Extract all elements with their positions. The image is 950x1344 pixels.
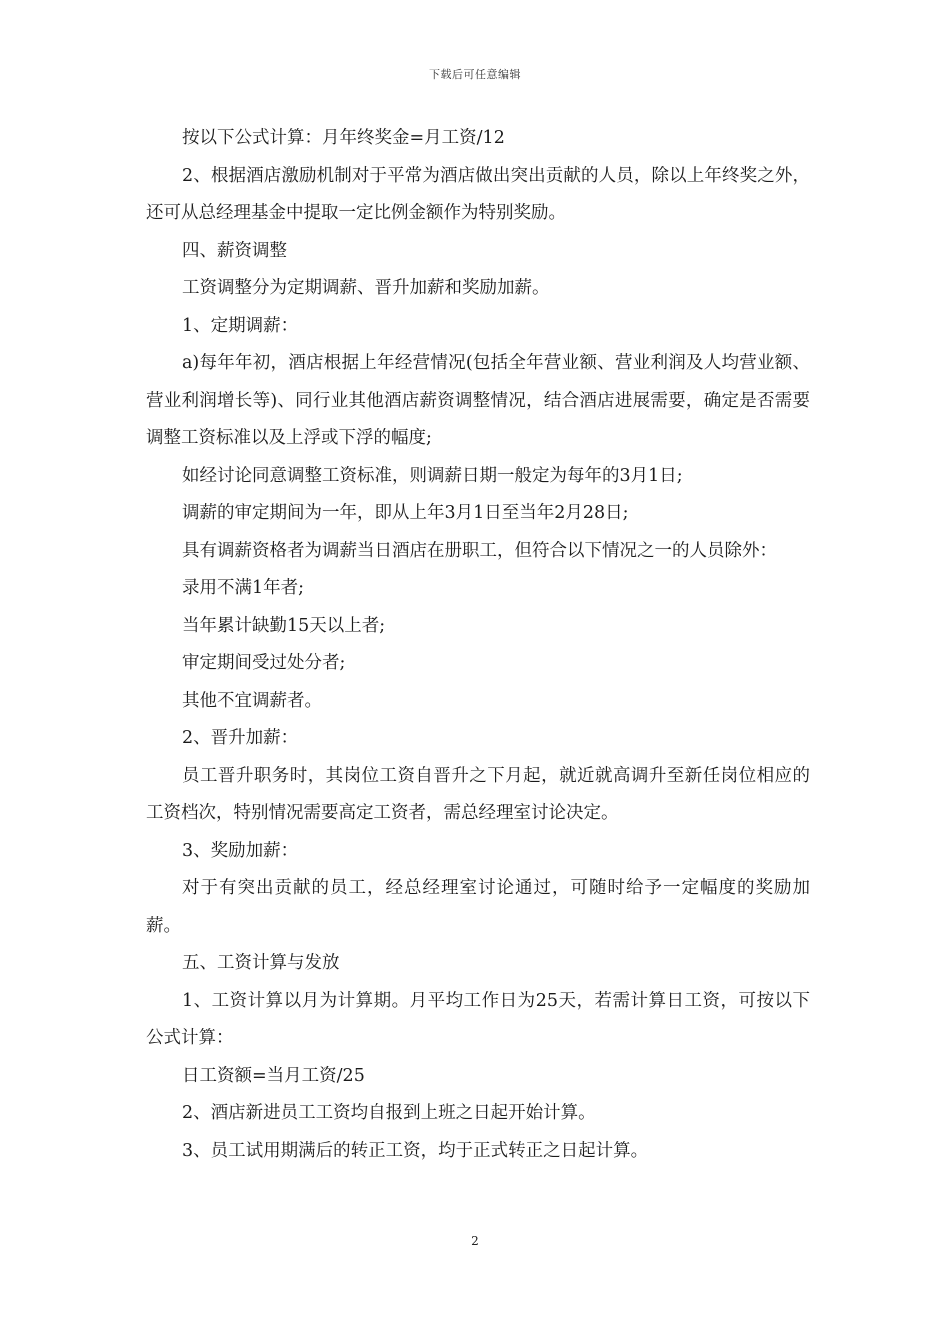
paragraph-eligibility: 具有调薪资格者为调薪当日酒店在册职工，但符合以下情况之一的人员除外： (182, 540, 777, 561)
paragraph-daily-wage-formula: 日工资额=当月工资/25 (182, 1065, 365, 1086)
page-header: 下载后可任意编辑 (429, 68, 521, 81)
page-number: 2 (471, 1234, 479, 1248)
list-item-exclusion-4: 其他不宜调薪者。 (182, 690, 322, 711)
paragraph-probation-pay: 3、员工试用期满后的转正工资，均于正式转正之日起计算。 (182, 1140, 649, 1161)
paragraph-pay-period: 1、工资计算以月为计算期。月平均工作日为25天，若需计算日工资，可按以下公式计算： (146, 990, 810, 1048)
paragraph-special-reward: 2、根据酒店激励机制对于平常为酒店做出突出贡献的人员，除以上年终奖之外，还可从总经理基金中提取一定比例金额作为特别奖励。 (146, 165, 810, 223)
paragraph-reward-raise: 对于有突出贡献的员工，经总经理室讨论通过，可随时给予一定幅度的奖励加薪。 (146, 878, 810, 936)
paragraph-adjustment-date: 如经讨论同意调整工资标准，则调薪日期一般定为每年的3月1日; (182, 465, 683, 486)
paragraph-annual-review: a)每年年初，酒店根据上年经营情况(包括全年营业额、营业利润及人均营业额、营业利润增长等)、同行业其他酒店薪资调整情况，结合酒店进展需要，确定是否需要调整工资标准以及上浮或下浮的幅度; (146, 353, 810, 448)
paragraph-new-hire-pay: 2、酒店新进员工工资均自报到上班之日起开始计算。 (182, 1103, 596, 1123)
paragraph-review-period: 调薪的审定期间为一年，即从上年3月1日至当年2月28日; (182, 503, 629, 523)
document-body (146, 120, 810, 1170)
paragraph-promotion-raise: 员工晋升职务时，其岗位工资自晋升之下月起，就近就高调升至新任岗位相应的工资档次，特别情况需要高定工资者，需总经理室讨论决定。 (146, 765, 810, 823)
section-heading-salary-adjustment: 四、薪资调整 (182, 240, 287, 261)
subheading-periodic-adjustment: 1、定期调薪： (182, 315, 299, 336)
subheading-reward-raise: 3、奖励加薪： (182, 840, 299, 861)
subheading-promotion-raise: 2、晋升加薪： (182, 728, 299, 748)
section-heading-payroll: 五、工资计算与发放 (182, 953, 340, 973)
list-item-exclusion-2: 当年累计缺勤15天以上者; (182, 615, 386, 636)
paragraph-formula-year-end: 按以下公式计算：月年终奖金=月工资/12 (182, 128, 505, 148)
list-item-exclusion-1: 录用不满1年者; (182, 578, 305, 598)
paragraph-adjustment-types: 工资调整分为定期调薪、晋升加薪和奖励加薪。 (182, 278, 550, 298)
list-item-exclusion-3: 审定期间受过处分者; (182, 653, 346, 673)
